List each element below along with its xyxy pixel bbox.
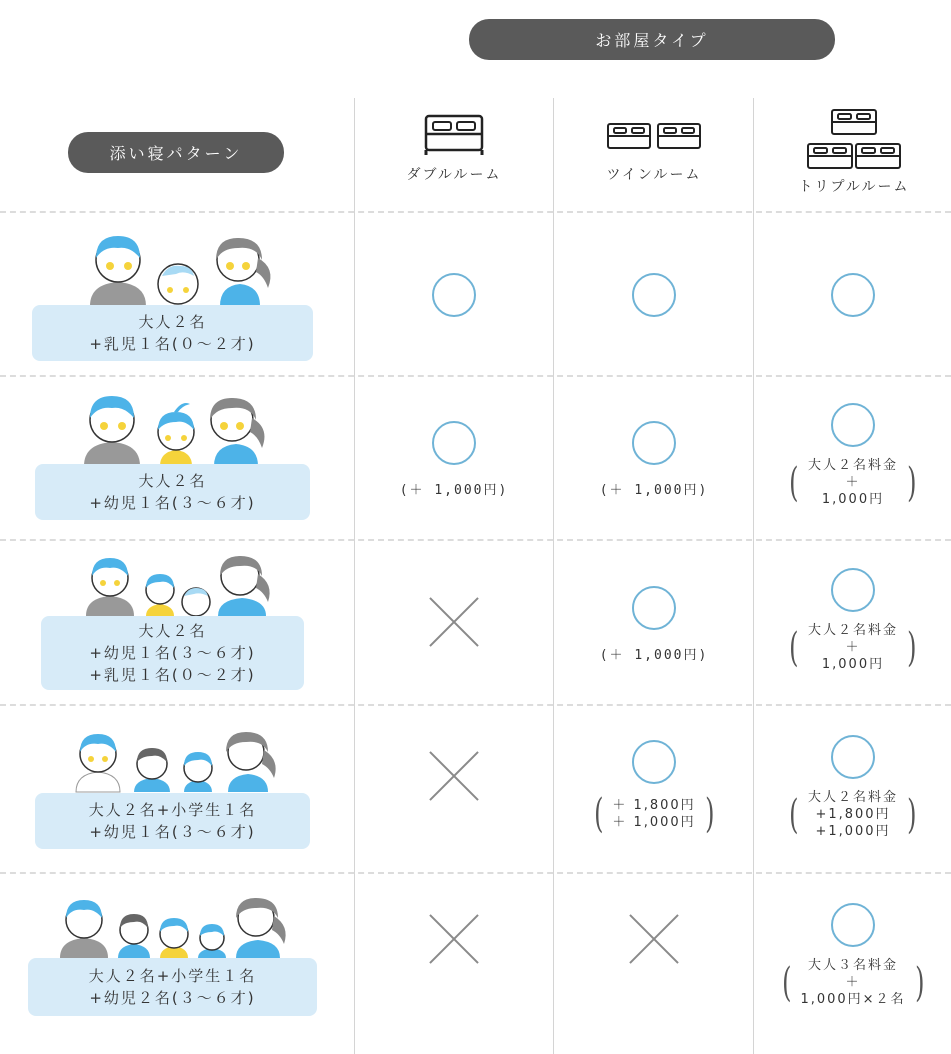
fee-line: ＋ (845, 975, 861, 990)
pattern-label-box (35, 464, 310, 520)
availability-cell (554, 740, 754, 837)
fee-breakdown (786, 457, 919, 508)
open-paren: ( (593, 791, 604, 837)
pattern-label-box (32, 305, 313, 361)
fee-line: 1,000円 (821, 657, 885, 672)
unavailable-cross-icon (426, 911, 482, 967)
room-header-triple (754, 106, 951, 196)
pattern-line: +幼児１名(３～６才) (89, 823, 256, 841)
row-divider (0, 539, 951, 541)
fee-line: +1,000円 (815, 824, 891, 839)
availability-cell (554, 273, 754, 317)
double-bed-icon (422, 112, 486, 156)
availability-cell (354, 594, 554, 650)
family-illustration-icon (82, 552, 282, 618)
pattern-line: +幼児２名(３～６才) (89, 989, 256, 1007)
room-header-double (354, 112, 554, 184)
fee-breakdown (786, 789, 919, 840)
availability-cell (753, 273, 951, 317)
triple-bed-icon (806, 106, 902, 172)
extra-fee-note: (＋ 1,000円) (599, 648, 709, 663)
row-divider (0, 211, 951, 213)
available-circle-icon (831, 403, 875, 447)
fee-lines (802, 457, 904, 508)
fee-breakdown (786, 622, 919, 673)
row-divider (0, 375, 951, 377)
fee-line: 大人３名料金 (807, 958, 898, 973)
twin-bed-icon (606, 112, 702, 156)
fee-lines (606, 797, 701, 831)
available-circle-icon (831, 735, 875, 779)
availability-cell (753, 735, 951, 840)
fee-line: ＋ 1,000円 (612, 815, 696, 830)
family-illustration-icon (72, 730, 282, 794)
availability-cell (354, 748, 554, 804)
unavailable-cross-icon (626, 911, 682, 967)
fee-line: 大人２名料金 (807, 623, 898, 638)
close-paren: ) (907, 624, 917, 671)
fee-line: ＋ (845, 640, 861, 655)
close-paren: ) (907, 791, 917, 838)
extra-fee-note: (＋ 1,000円) (599, 483, 709, 498)
fee-line: +1,800円 (815, 807, 891, 822)
availability-cell (354, 911, 554, 967)
room-label-twin: ツインルーム (606, 167, 702, 183)
row-divider (0, 872, 951, 874)
room-label-triple: トリプルルーム (798, 179, 910, 195)
open-paren: ( (781, 959, 792, 1006)
available-circle-icon (632, 273, 676, 317)
available-circle-icon (632, 740, 676, 784)
availability-cell (354, 421, 554, 498)
availability-cell (354, 273, 554, 317)
pattern-line: +幼児１名(３～６才) (89, 494, 256, 512)
availability-cell (554, 911, 754, 967)
availability-cell (753, 403, 951, 508)
fee-lines (794, 957, 911, 1008)
pattern-line: +乳児１名(０～２才) (89, 335, 256, 353)
pattern-line: +乳児１名(０～２才) (89, 666, 256, 684)
availability-cell (753, 568, 951, 673)
unavailable-cross-icon (426, 748, 482, 804)
pattern-line: 大人２名 (138, 472, 207, 490)
extra-fee-note: (＋ 1,000円) (399, 483, 509, 498)
pattern-line: 大人２名 (138, 622, 207, 640)
room-type-header: お部屋タイプ (469, 19, 835, 60)
fee-line: 大人２名料金 (807, 790, 898, 805)
row-divider (0, 704, 951, 706)
pattern-line: +幼児１名(３～６才) (89, 644, 256, 662)
available-circle-icon (831, 568, 875, 612)
close-paren: ) (914, 959, 925, 1006)
fee-line: ＋ 1,800円 (612, 798, 696, 813)
pattern-line: 大人２名+小学生１名 (88, 967, 257, 985)
available-circle-icon (432, 421, 476, 465)
pattern-line: 大人２名 (138, 313, 207, 331)
unavailable-cross-icon (426, 594, 482, 650)
family-illustration-icon (80, 228, 280, 308)
available-circle-icon (632, 421, 676, 465)
available-circle-icon (831, 273, 875, 317)
pattern-label-box (28, 958, 317, 1016)
room-label-double: ダブルルーム (406, 167, 502, 183)
pattern-line: 大人２名+小学生１名 (88, 801, 257, 819)
family-illustration-icon (56, 896, 296, 960)
fee-lines (802, 622, 904, 673)
close-paren: ) (704, 791, 715, 837)
open-paren: ( (789, 791, 799, 838)
fee-lines (802, 789, 904, 840)
available-circle-icon (831, 903, 875, 947)
availability-cell (554, 421, 754, 498)
fee-breakdown (779, 957, 927, 1008)
available-circle-icon (632, 586, 676, 630)
open-paren: ( (789, 459, 799, 506)
fee-line: 大人２名料金 (807, 458, 898, 473)
pattern-label-box (35, 793, 310, 849)
pattern-label-box (41, 616, 304, 690)
family-illustration-icon (78, 388, 278, 468)
open-paren: ( (789, 624, 799, 671)
available-circle-icon (432, 273, 476, 317)
fee-line: 1,000円 (821, 492, 885, 507)
fee-line: 1,000円×２名 (800, 992, 906, 1007)
fee-line: ＋ (845, 475, 861, 490)
availability-cell (753, 903, 951, 1008)
pattern-header: 添い寝パターン (68, 132, 284, 173)
room-header-twin (554, 112, 754, 184)
availability-cell (554, 586, 754, 663)
close-paren: ) (907, 459, 917, 506)
fee-breakdown (591, 791, 718, 837)
